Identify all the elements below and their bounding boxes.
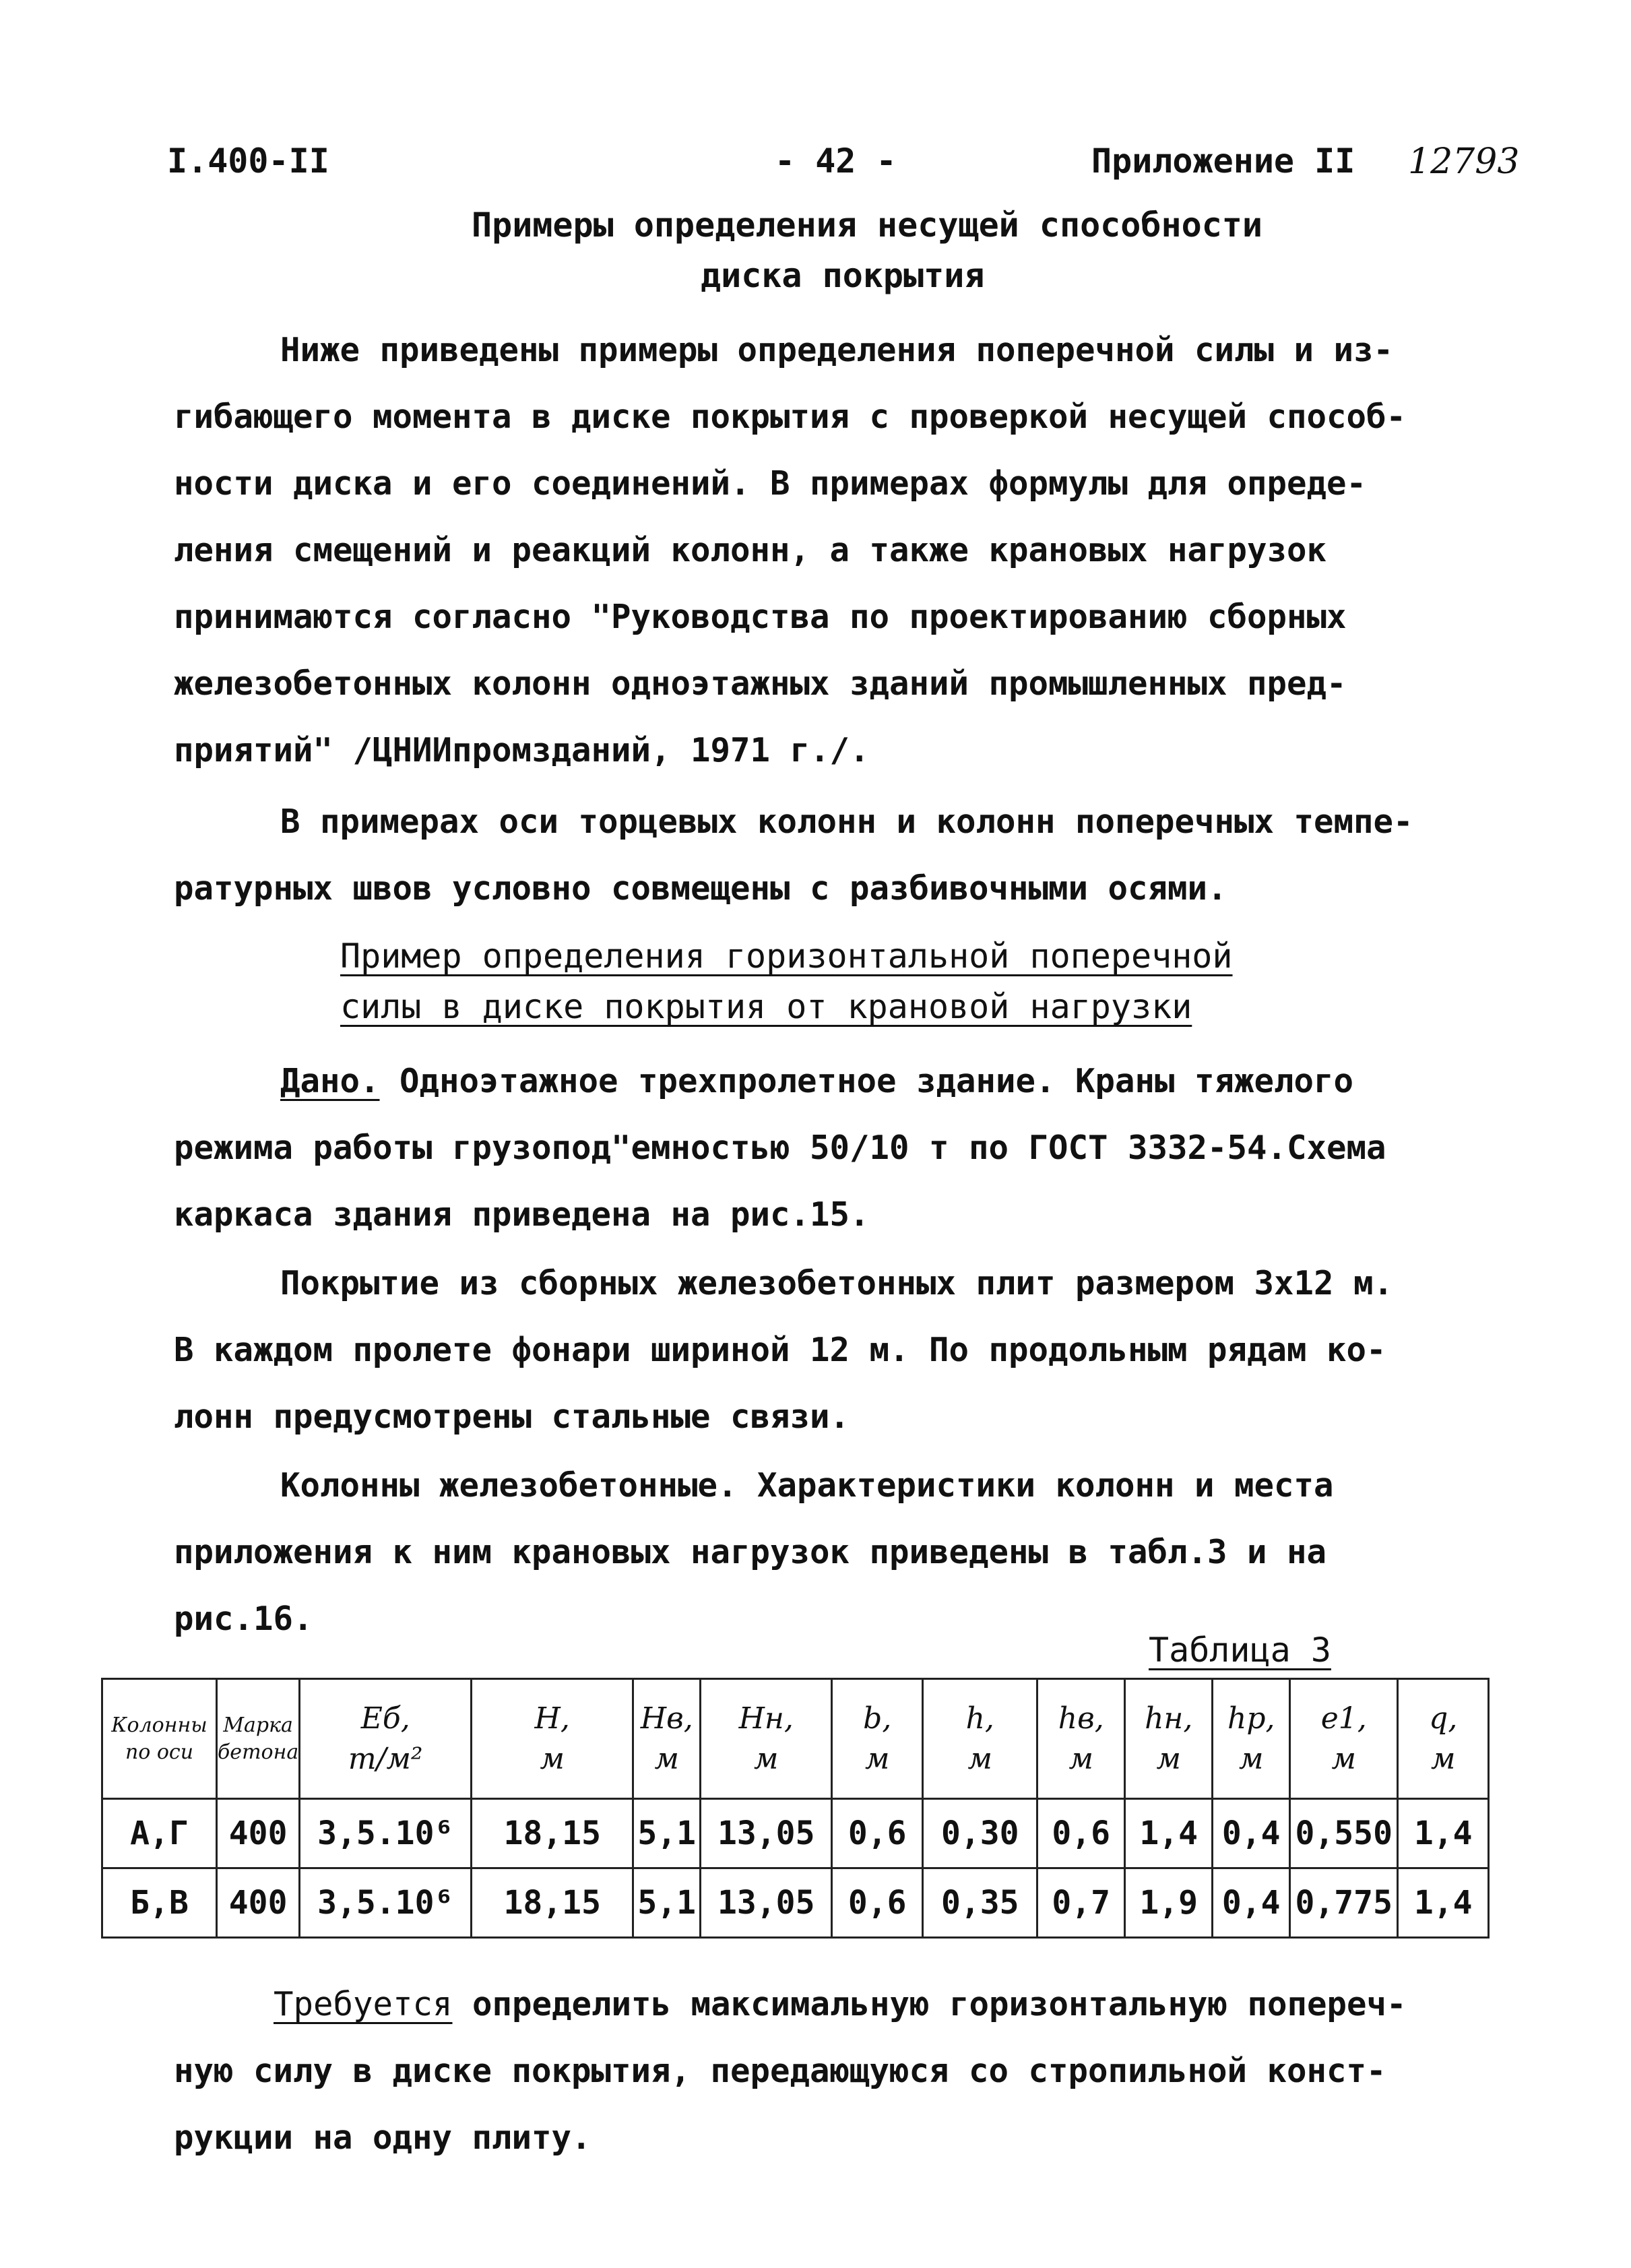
table-cell: 0,550 [1290,1799,1398,1868]
table-cell: 1,4 [1398,1868,1489,1938]
table-cell: 1,9 [1125,1868,1213,1938]
handwritten-number: 12793 [1408,141,1520,182]
table-cell: 13,05 [701,1868,832,1938]
table-cell: 400 [217,1868,300,1938]
section-title-line-2: диска покрытия [701,256,985,295]
table-cell: 0,4 [1213,1799,1290,1868]
table-header: hн, м [1125,1679,1213,1799]
cover-line: лонн предусмотрены стальные связи. [174,1397,850,1436]
table-cell: 18,15 [472,1868,633,1938]
required-label: Требуется [274,1985,453,2023]
example-title-line-2: силы в диске покрытия от крановой нагрузки [340,987,1192,1026]
required-line: ную силу в диске покрытия, передающуюся со стропильной конст- [174,2052,1386,2090]
appendix-label: Приложение II [1091,141,1355,181]
intro-line: Ниже приведены примеры определения поперечной силы и из- [280,331,1394,369]
given-label: Дано. [280,1062,380,1100]
table-row [102,1799,1489,1868]
cover-line: Покрытие из сборных железобетонных плит размером 3х12 м. [280,1264,1394,1302]
table-cell: 0,4 [1213,1868,1290,1938]
columns-line: рис.16. [174,1600,313,1638]
intro-line: приятий" /ЦНИИпромзданий, 1971 г./. [174,731,870,769]
table-header: b, м [832,1679,923,1799]
intro-line: ления смещений и реакций колонн, а также крановых нагрузок [174,531,1327,569]
table-cell: 0,30 [923,1799,1037,1868]
given-paragraph [174,1048,1386,1248]
example-title-line-1: Пример определения горизонтальной поперечной [340,937,1233,976]
table-header: Hн, м [701,1679,832,1799]
intro-line: гибающего момента в диске покрытия с проверкой несущей способ- [174,398,1407,436]
columns-line: приложения к ним крановых нагрузок приведены в табл.3 и на [174,1533,1327,1571]
table-cell: 0,35 [923,1868,1037,1938]
table-cell: 0,775 [1290,1868,1398,1938]
intro-line: железобетонных колонн одноэтажных зданий промышленных пред- [174,664,1347,703]
columns-paragraph [174,1452,1334,1652]
table-cell: 0,6 [832,1799,923,1868]
table-cell: 400 [217,1799,300,1868]
table-cell: 0,7 [1037,1868,1125,1938]
table-cell: 5,1 [633,1868,701,1938]
intro-line: ности диска и его соединений. В примерах формулы для опреде- [174,464,1367,503]
page-number: - 42 - [775,141,897,181]
section-title-line-1: Примеры определения несущей способности [472,206,1262,245]
table-cell: 0,6 [1037,1799,1125,1868]
cover-paragraph [174,1250,1393,1450]
table-cell: 5,1 [633,1799,701,1868]
required-line: рукции на одну плиту. [174,2118,591,2157]
table-header-row [102,1679,1489,1799]
table-cell: 1,4 [1398,1799,1489,1868]
required-paragraph [174,1971,1407,2171]
table-cell: А,Г [102,1799,217,1868]
intro-paragraph [174,317,1406,784]
table-cell: 3,5.10⁶ [300,1868,472,1938]
columns-line: Колонны железобетонные. Характеристики колонн и места [280,1466,1334,1505]
table-header: Марка бетона [217,1679,300,1799]
table-cell: Б,В [102,1868,217,1938]
table-cell: 3,5.10⁶ [300,1799,472,1868]
table-header: hв, м [1037,1679,1125,1799]
table-row [102,1868,1489,1938]
table-cell: 18,15 [472,1799,633,1868]
axes-note-paragraph [174,788,1413,922]
table-cell: 1,4 [1125,1799,1213,1868]
axes-note-line: В примерах оси торцевых колонн и колонн поперечных темпе- [280,802,1413,841]
table-header: e1, м [1290,1679,1398,1799]
table-header: h, м [923,1679,1037,1799]
table-cell: 13,05 [701,1799,832,1868]
table-header: Eб, т/м² [300,1679,472,1799]
table-cell: 0,6 [832,1868,923,1938]
intro-line: принимаются согласно "Руководства по проектированию сборных [174,598,1347,636]
table-3 [101,1678,1490,1939]
table-header: Колонны по оси [102,1679,217,1799]
given-line: Одноэтажное трехпролетное здание. Краны тяжелого [379,1062,1354,1100]
table-header: H, м [472,1679,633,1799]
table-header: q, м [1398,1679,1489,1799]
table-header: Hв, м [633,1679,701,1799]
table-header: hр, м [1213,1679,1290,1799]
given-line: каркаса здания приведена на рис.15. [174,1195,870,1234]
given-line: режима работы грузопод"емностью 50/10 т по ГОСТ 3332-54.Схема [174,1129,1386,1167]
document-code: I.400-II [167,141,329,181]
cover-line: В каждом пролете фонари шириной 12 м. По продольным рядам ко- [174,1331,1386,1369]
axes-note-line: ратурных швов условно совмещены с разбивочными осями. [174,869,1227,908]
required-line: определить максимальную горизонтальную попереч- [452,1985,1407,2023]
table-caption: Таблица 3 [1149,1631,1331,1670]
